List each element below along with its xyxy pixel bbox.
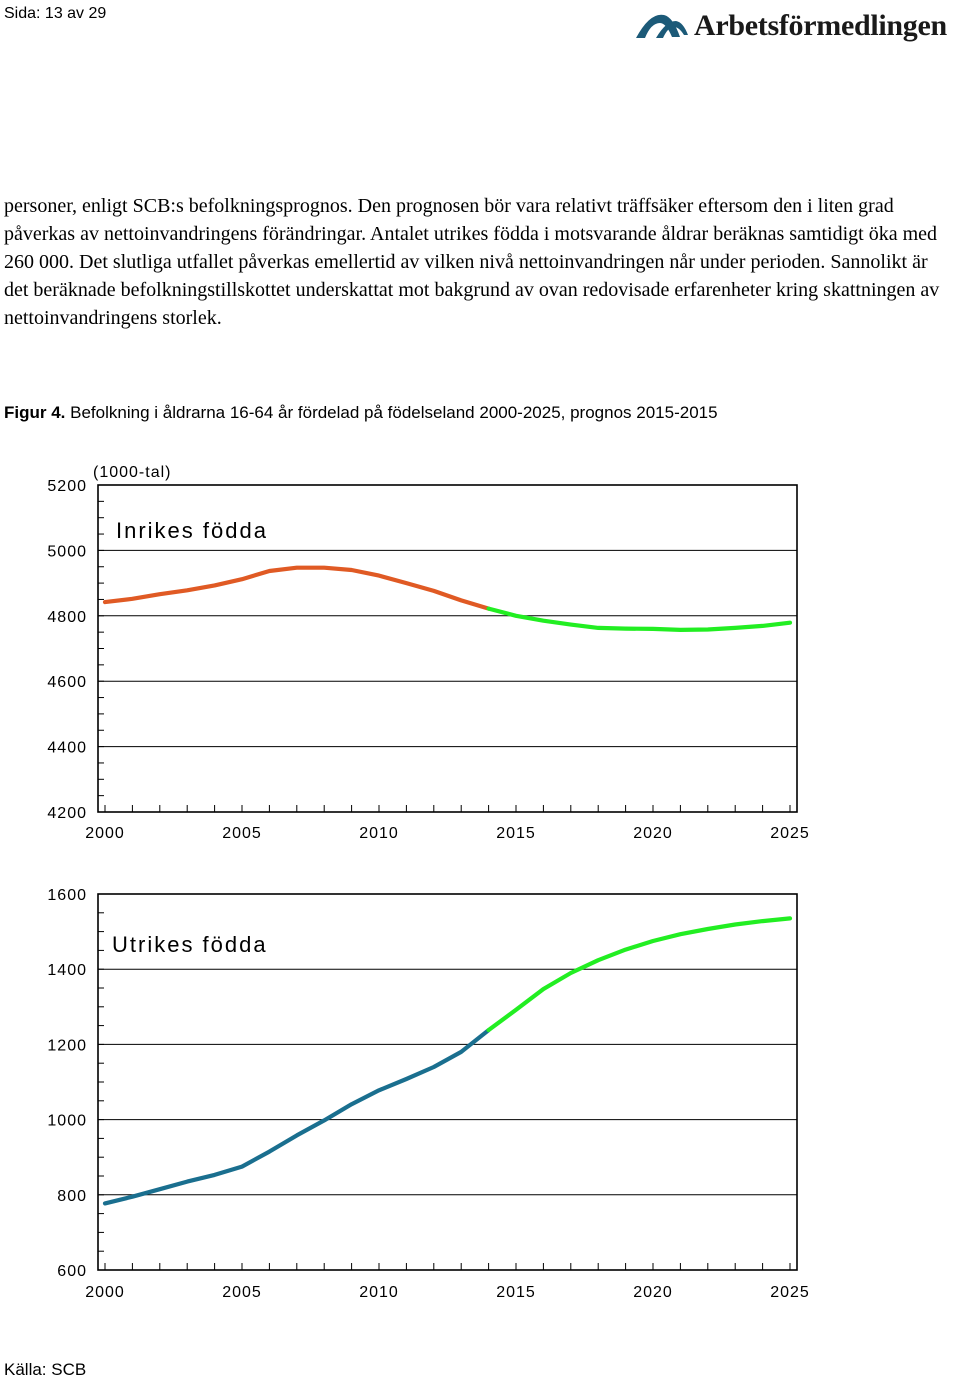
- x-tick-label: 2015: [496, 1284, 536, 1301]
- x-tick-label: 2005: [222, 825, 262, 842]
- figure-caption-text: Befolkning i åldrarna 16-64 år fördelad på födelseland 2000-2025, prognos 2015-2015: [70, 403, 718, 422]
- chart-title: Utrikes födda: [112, 932, 268, 957]
- y-tick-label: 5200: [47, 478, 87, 495]
- x-tick-label: 2015: [496, 825, 536, 842]
- y-tick-label: 1200: [47, 1037, 87, 1055]
- y-tick-label: 1400: [47, 962, 87, 980]
- body-paragraph: personer, enligt SCB:s befolkningsprognos. Den prognosen bör vara relativt träffsäker eftersom den i liten grad påverkas av nettoinvandringens förändringar. Antalet utrikes födda i motsvarande åldrar beräknas samtidigt öka med 260 000. Det slutliga utfallet påverkas emellertid av vilken nivå nettoinvandringen når under perioden. Sannolikt är det beräknade befolkningstillskottet underskattat mot bakgrund av ovan redovisade erfarenheter kring skattningen av nettoinvandringens storlek.: [4, 195, 940, 329]
- x-tick-label: 2020: [633, 1284, 673, 1301]
- y-tick-label: 1600: [47, 887, 87, 904]
- y-tick-label: 1000: [47, 1112, 87, 1130]
- figure-caption: [4, 403, 718, 423]
- y-tick-label: 600: [57, 1263, 87, 1280]
- unit-label: (1000-tal): [93, 464, 172, 481]
- y-tick-label: 800: [57, 1187, 87, 1205]
- series-line-historical: [105, 1030, 489, 1203]
- series-line-forecast: [489, 918, 790, 1030]
- y-tick-label: 4600: [47, 674, 87, 692]
- series-line-historical: [105, 568, 489, 609]
- chart-utrikes: [0, 880, 820, 1305]
- x-tick-label: 2000: [85, 825, 125, 842]
- y-tick-label: 4200: [47, 805, 87, 822]
- series-line-forecast: [489, 609, 790, 630]
- page-number: Sida: 13 av 29: [4, 5, 107, 22]
- arbetsformedlingen-logo: [636, 4, 947, 48]
- x-tick-label: 2025: [770, 825, 810, 842]
- logo-text: Arbetsförmedlingen: [694, 9, 947, 42]
- y-tick-label: 4800: [47, 608, 87, 626]
- figure-source: Källa: SCB: [4, 1360, 87, 1379]
- chart-inrikes: [0, 455, 820, 850]
- figure-label: Figur 4.: [4, 403, 66, 422]
- x-tick-label: 2010: [359, 1284, 399, 1301]
- x-tick-label: 2025: [770, 1284, 810, 1301]
- x-tick-label: 2020: [633, 825, 673, 842]
- logo-mark-icon: [636, 11, 688, 41]
- x-tick-label: 2010: [359, 825, 399, 842]
- chart-title: Inrikes födda: [116, 518, 268, 543]
- y-tick-label: 4400: [47, 739, 87, 757]
- x-tick-label: 2000: [85, 1284, 125, 1301]
- y-tick-label: 5000: [47, 543, 87, 561]
- x-tick-label: 2005: [222, 1284, 262, 1301]
